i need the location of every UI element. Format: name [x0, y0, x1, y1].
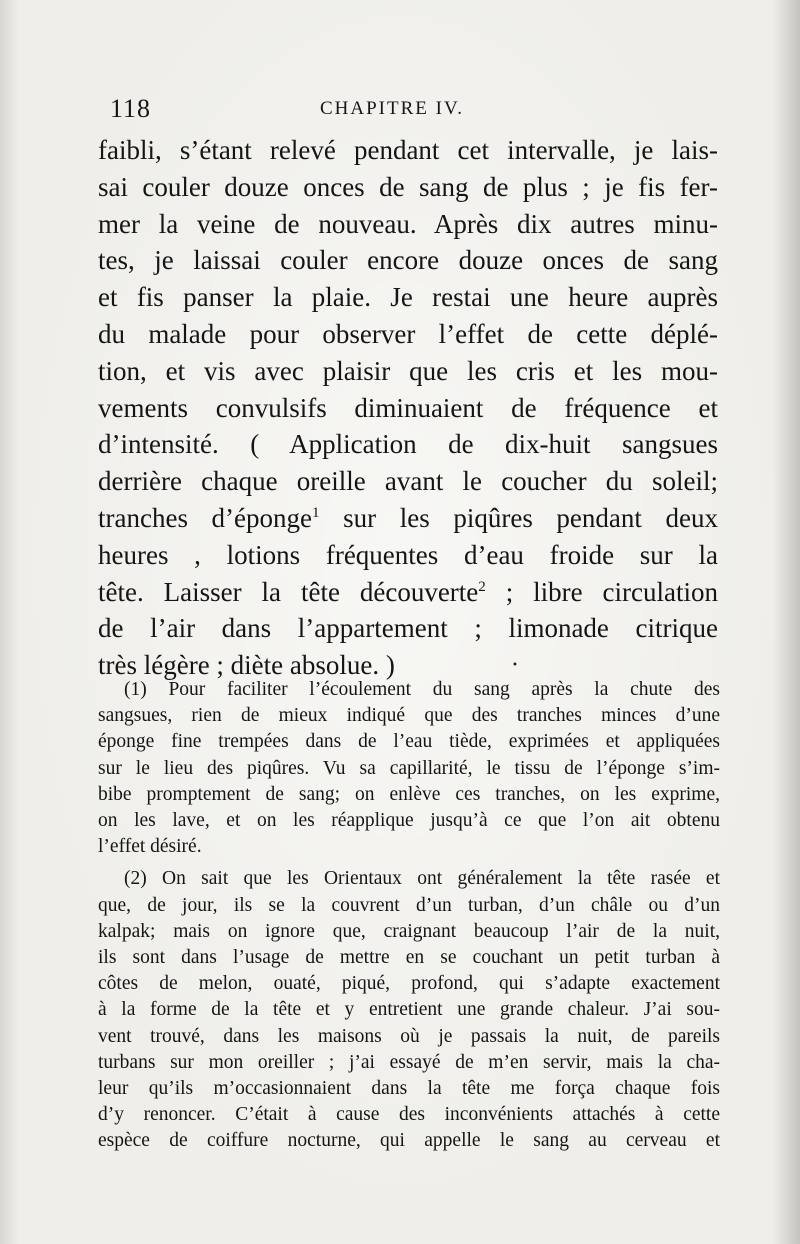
note-line: vent trouvé, dans les maisons où je passais la nuit, de pareils	[98, 1025, 720, 1047]
text-line: heures , lotions fréquentes d’eau froide sur la	[98, 539, 718, 570]
note-line: l’effet désiré.	[98, 836, 202, 858]
note-line: turbans sur mon oreiller ; j’ai essayé de m’en servir, mais la cha-	[98, 1051, 720, 1073]
footnote-2	[98, 866, 720, 1154]
footnote-ref-2: 2	[478, 578, 486, 595]
page-number: 118	[110, 94, 152, 123]
note-line: (1) Pour faciliter l’écoulement du sang après la chute des	[124, 679, 720, 700]
text-segment: ; libre circulation	[485, 576, 718, 607]
text-segment: tranches d’éponge	[98, 502, 313, 533]
note-line: ils sont dans l’usage de mettre en se couchant un petit turban à	[98, 947, 720, 969]
dot-ornament: •	[512, 660, 518, 671]
text-segment: tête. Laisser la tête découverte	[98, 576, 479, 607]
text-line-with-note-ref	[98, 574, 718, 611]
text-line: derrière chaque oreille avant le coucher du soleil;	[98, 466, 718, 497]
footnote-1	[98, 677, 720, 860]
note-line: (2) On sait que les Orientaux ont généralement la tête rasée et	[124, 868, 720, 890]
footnote-ref-1: 1	[312, 504, 320, 521]
text-line: tes, je laissai couler encore douze onces de sang	[98, 245, 718, 276]
note-line: leur qu’ils m’occasionnaient dans la tête me força chaque fois	[98, 1078, 720, 1100]
text-line: du malade pour observer l’effet de cette déplé-	[98, 318, 718, 349]
text-line: tion, et vis avec plaisir que les cris et les mou-	[98, 355, 718, 386]
text-line: vements convulsifs diminuaient de fréquence et	[98, 392, 718, 423]
text-line: de l’air dans l’appartement ; limonade citrique	[98, 613, 718, 644]
text-line: sai couler douze onces de sang de plus ; je fis fer-	[98, 171, 718, 202]
text-line: d’intensité. ( Application de dix-huit sangsues	[98, 429, 718, 460]
text-line: mer la veine de nouveau. Après dix autres minu-	[98, 208, 718, 239]
note-line: on les lave, et on les réapplique jusqu’à ce que l’on ait obtenu	[98, 810, 720, 832]
note-line: d’y renoncer. C’était à cause des inconvénients attachés à cette	[98, 1104, 720, 1126]
text-segment: sur les piqûres pendant deux	[319, 502, 718, 533]
text-line: très légère ; diète absolue. )	[98, 650, 395, 681]
chapter-heading: CHAPITRE IV.	[320, 98, 464, 119]
note-line: espèce de coiffure nocturne, qui appelle le sang au cerveau et	[98, 1130, 720, 1152]
text-line: et fis panser la plaie. Je restai une heure auprès	[98, 282, 718, 313]
page-left-shadow	[0, 0, 18, 1244]
page-right-shadow	[772, 0, 800, 1244]
note-line: sur le lieu des piqûres. Vu sa capillarité, le tissu de l’éponge s’im-	[98, 757, 720, 779]
note-line: que, de jour, ils se la couvrent d’un turban, d’un châle ou d’un	[98, 894, 720, 916]
running-head	[110, 94, 735, 124]
text-line-with-note-ref	[98, 500, 718, 537]
text-line: faibli, s’étant relevé pendant cet intervalle, je lais-	[98, 135, 718, 165]
note-line: kalpak; mais on ignore que, craignant beaucoup l’air de la nuit,	[98, 920, 720, 942]
note-line: à la forme de la tête et y entretient une grande chaleur. J’ai sou-	[98, 999, 720, 1021]
note-line: éponge fine trempées dans de l’eau tiède, exprimées et appliquées	[98, 731, 720, 753]
note-line: bibe promptement de sang; on enlève ces tranches, on les exprime,	[98, 783, 720, 805]
footnotes	[98, 677, 720, 1161]
note-line: côtes de melon, ouaté, piqué, profond, qui s’adapte exactement	[98, 973, 720, 995]
note-line: sangsues, rien de mieux indiqué que des tranches minces d’une	[98, 705, 720, 727]
main-paragraph	[98, 132, 718, 684]
